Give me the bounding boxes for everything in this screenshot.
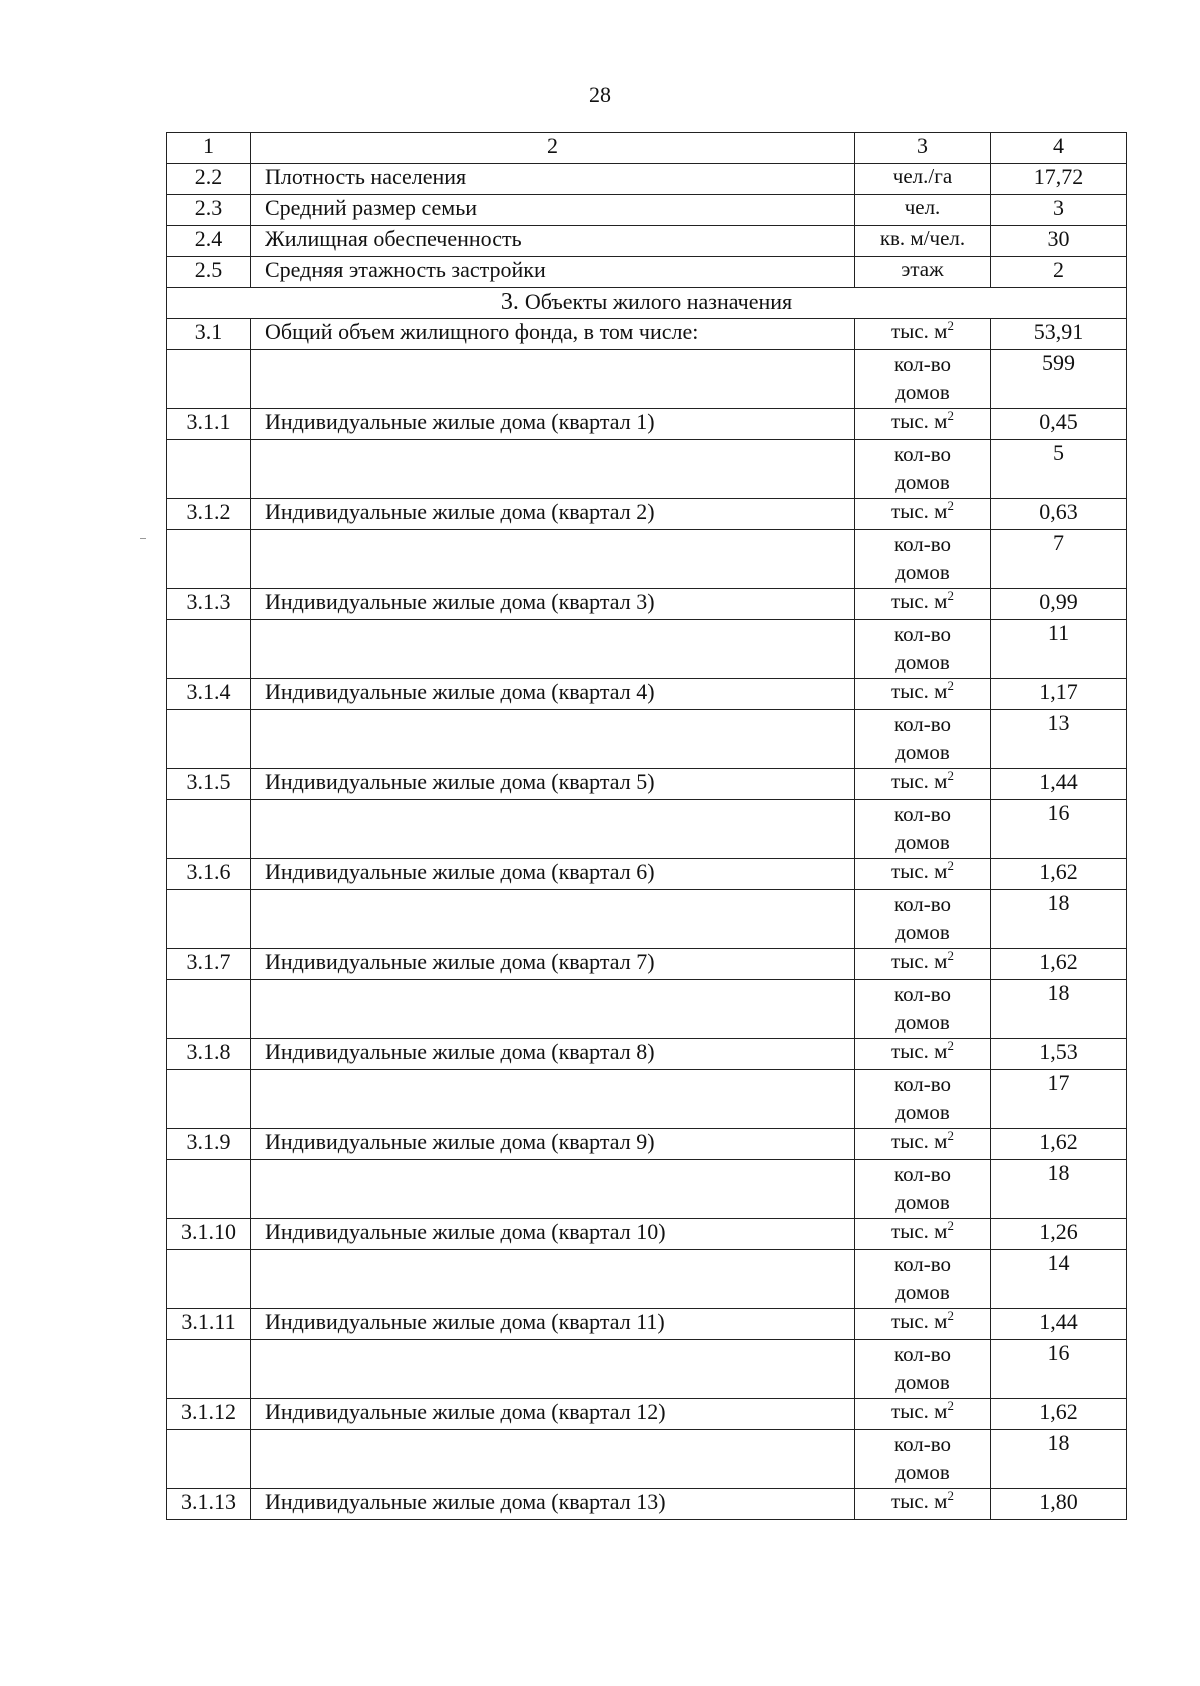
row-unit <box>855 1219 991 1250</box>
row-unit <box>855 800 991 859</box>
row-value: 1,62 <box>991 859 1127 890</box>
unit-area-superscript: 2 <box>947 1398 954 1413</box>
row-unit: этаж <box>855 257 991 288</box>
table-row <box>167 530 1127 589</box>
row-value: 30 <box>991 226 1127 257</box>
row-value: 13 <box>991 710 1127 769</box>
row-name: Индивидуальные жилые дома (квартал 8) <box>251 1039 855 1070</box>
row-name: Плотность населения <box>251 164 855 195</box>
unit-area-superscript: 2 <box>947 768 954 783</box>
row-number-empty <box>167 440 251 499</box>
unit-area-superscript: 2 <box>947 318 954 333</box>
table-row <box>167 769 1127 800</box>
row-value: 599 <box>991 350 1127 409</box>
unit-count-line1: кол-во <box>893 802 952 826</box>
row-unit <box>855 710 991 769</box>
row-unit <box>855 350 991 409</box>
table-row <box>167 1039 1127 1070</box>
row-unit <box>855 859 991 890</box>
row-name: Индивидуальные жилые дома (квартал 6) <box>251 859 855 890</box>
unit-count-line2: домов <box>895 1460 950 1484</box>
row-value: 18 <box>991 1430 1127 1489</box>
row-name: Индивидуальные жилые дома (квартал 11) <box>251 1309 855 1340</box>
row-unit <box>855 1129 991 1160</box>
row-number-empty <box>167 1070 251 1129</box>
indicators-table <box>166 132 1127 1520</box>
row-name: Индивидуальные жилые дома (квартал 10) <box>251 1219 855 1250</box>
row-name-empty <box>251 1250 855 1309</box>
table-row <box>167 350 1127 409</box>
row-number: 3.1.2 <box>167 499 251 530</box>
scan-artifact <box>140 538 146 539</box>
row-name: Индивидуальные жилые дома (квартал 4) <box>251 679 855 710</box>
unit-count-line1: кол-во <box>893 1072 952 1096</box>
table-row <box>167 1219 1127 1250</box>
row-number: 3.1.4 <box>167 679 251 710</box>
table-row <box>167 1129 1127 1160</box>
table-row <box>167 319 1127 350</box>
row-number-empty <box>167 1340 251 1399</box>
row-unit <box>855 949 991 980</box>
row-unit <box>855 890 991 949</box>
row-unit <box>855 1340 991 1399</box>
row-number: 2.3 <box>167 195 251 226</box>
row-unit <box>855 980 991 1039</box>
unit-area-superscript: 2 <box>947 858 954 873</box>
table-row <box>167 164 1127 195</box>
table-row <box>167 195 1127 226</box>
row-value: 14 <box>991 1250 1127 1309</box>
section-title: Объекты жилого назначения <box>524 289 793 314</box>
row-value: 2 <box>991 257 1127 288</box>
row-number: 3.1 <box>167 319 251 350</box>
row-number-empty <box>167 1250 251 1309</box>
row-unit <box>855 1160 991 1219</box>
row-unit <box>855 1250 991 1309</box>
unit-count-line1: кол-во <box>893 352 952 376</box>
unit-count-line2: домов <box>895 1190 950 1214</box>
row-value: 1,44 <box>991 1309 1127 1340</box>
table-row <box>167 226 1127 257</box>
row-unit <box>855 589 991 620</box>
row-value: 18 <box>991 890 1127 949</box>
table-row <box>167 1070 1127 1129</box>
table-row <box>167 890 1127 949</box>
row-number: 2.4 <box>167 226 251 257</box>
row-unit <box>855 679 991 710</box>
page-number: 28 <box>589 82 611 107</box>
row-number-empty <box>167 620 251 679</box>
row-unit: кв. м/чел. <box>855 226 991 257</box>
table-row <box>167 1489 1127 1520</box>
row-name-empty <box>251 800 855 859</box>
unit-count-line2: домов <box>895 560 950 584</box>
unit-area-superscript: 2 <box>947 498 954 513</box>
unit-area-text: тыс. м <box>891 769 948 793</box>
row-unit <box>855 1070 991 1129</box>
table-row <box>167 499 1127 530</box>
table-row <box>167 1430 1127 1489</box>
row-name: Индивидуальные жилые дома (квартал 3) <box>251 589 855 620</box>
row-unit <box>855 1399 991 1430</box>
row-number: 3.1.3 <box>167 589 251 620</box>
row-name: Средний размер семьи <box>251 195 855 226</box>
row-unit: чел. <box>855 195 991 226</box>
row-value: 1,17 <box>991 679 1127 710</box>
row-name: Средняя этажность застройки <box>251 257 855 288</box>
row-number-empty <box>167 530 251 589</box>
table-row <box>167 1160 1127 1219</box>
row-name-empty <box>251 440 855 499</box>
row-value: 1,62 <box>991 1129 1127 1160</box>
row-number-empty <box>167 800 251 859</box>
row-name: Индивидуальные жилые дома (квартал 1) <box>251 409 855 440</box>
row-value: 16 <box>991 1340 1127 1399</box>
table-row <box>167 980 1127 1039</box>
unit-count-line2: домов <box>895 1100 950 1124</box>
row-unit: чел./га <box>855 164 991 195</box>
unit-area-text: тыс. м <box>891 1129 948 1153</box>
table-row <box>167 589 1127 620</box>
table-row <box>167 679 1127 710</box>
row-unit <box>855 1430 991 1489</box>
unit-count-line2: домов <box>895 920 950 944</box>
unit-count-line1: кол-во <box>893 1162 952 1186</box>
row-number-empty <box>167 350 251 409</box>
row-value: 0,63 <box>991 499 1127 530</box>
row-value: 1,62 <box>991 949 1127 980</box>
row-name: Индивидуальные жилые дома (квартал 9) <box>251 1129 855 1160</box>
row-number: 3.1.7 <box>167 949 251 980</box>
unit-area-text: тыс. м <box>891 1399 948 1423</box>
row-value: 1,62 <box>991 1399 1127 1430</box>
row-name-empty <box>251 1340 855 1399</box>
unit-count-line2: домов <box>895 1010 950 1034</box>
row-unit <box>855 409 991 440</box>
row-value: 18 <box>991 980 1127 1039</box>
unit-area-text: тыс. м <box>891 499 948 523</box>
row-number: 3.1.9 <box>167 1129 251 1160</box>
unit-area-text: тыс. м <box>891 589 948 613</box>
row-name: Индивидуальные жилые дома (квартал 7) <box>251 949 855 980</box>
table-row <box>167 710 1127 769</box>
row-unit <box>855 499 991 530</box>
unit-count-line2: домов <box>895 380 950 404</box>
row-number-empty <box>167 890 251 949</box>
row-unit <box>855 620 991 679</box>
table-row <box>167 949 1127 980</box>
row-number-empty <box>167 1160 251 1219</box>
row-unit <box>855 1039 991 1070</box>
unit-count-line1: кол-во <box>893 892 952 916</box>
table-row <box>167 859 1127 890</box>
unit-count-line2: домов <box>895 1370 950 1394</box>
row-number: 3.1.1 <box>167 409 251 440</box>
row-value: 17,72 <box>991 164 1127 195</box>
unit-count-line1: кол-во <box>893 712 952 736</box>
row-name: Индивидуальные жилые дома (квартал 2) <box>251 499 855 530</box>
row-value: 18 <box>991 1160 1127 1219</box>
unit-count-line2: домов <box>895 470 950 494</box>
row-unit <box>855 440 991 499</box>
row-value: 5 <box>991 440 1127 499</box>
row-name-empty <box>251 530 855 589</box>
row-number: 3.1.5 <box>167 769 251 800</box>
row-name: Общий объем жилищного фонда, в том числе: <box>251 319 855 350</box>
table-row <box>167 1309 1127 1340</box>
unit-area-superscript: 2 <box>947 948 954 963</box>
table-row <box>167 620 1127 679</box>
row-unit <box>855 1309 991 1340</box>
row-value: 0,99 <box>991 589 1127 620</box>
row-number: 3.1.8 <box>167 1039 251 1070</box>
unit-area-superscript: 2 <box>947 588 954 603</box>
row-value: 1,80 <box>991 1489 1127 1520</box>
unit-count-line1: кол-во <box>893 1252 952 1276</box>
unit-count-line2: домов <box>895 1280 950 1304</box>
unit-area-text: тыс. м <box>891 1039 948 1063</box>
row-value: 1,26 <box>991 1219 1127 1250</box>
table-header-row <box>167 133 1127 164</box>
unit-area-text: тыс. м <box>891 409 948 433</box>
row-value: 11 <box>991 620 1127 679</box>
row-value: 1,44 <box>991 769 1127 800</box>
row-name: Жилищная обеспеченность <box>251 226 855 257</box>
row-number: 3.1.12 <box>167 1399 251 1430</box>
table-row <box>167 1250 1127 1309</box>
row-name-empty <box>251 980 855 1039</box>
unit-count-line1: кол-во <box>893 1342 952 1366</box>
unit-area-text: тыс. м <box>891 1309 948 1333</box>
row-value: 17 <box>991 1070 1127 1129</box>
unit-area-superscript: 2 <box>947 1308 954 1323</box>
row-name-empty <box>251 1070 855 1129</box>
row-value: 53,91 <box>991 319 1127 350</box>
unit-area-superscript: 2 <box>947 408 954 423</box>
row-value: 3 <box>991 195 1127 226</box>
unit-count-line2: домов <box>895 650 950 674</box>
unit-area-superscript: 2 <box>947 1488 954 1503</box>
unit-count-line1: кол-во <box>893 622 952 646</box>
table-row <box>167 409 1127 440</box>
row-value: 16 <box>991 800 1127 859</box>
unit-count-line1: кол-во <box>893 982 952 1006</box>
row-number: 2.2 <box>167 164 251 195</box>
unit-count-line1: кол-во <box>893 1432 952 1456</box>
section-heading <box>167 288 1127 319</box>
row-unit <box>855 1489 991 1520</box>
column-header: 4 <box>991 133 1127 164</box>
row-unit <box>855 319 991 350</box>
unit-count-line1: кол-во <box>893 442 952 466</box>
table-row <box>167 1399 1127 1430</box>
section-number: 3. <box>500 289 519 315</box>
unit-area-text: тыс. м <box>891 679 948 703</box>
row-name-empty <box>251 350 855 409</box>
unit-area-text: тыс. м <box>891 859 948 883</box>
section-row <box>167 288 1127 319</box>
unit-area-text: тыс. м <box>891 319 948 343</box>
unit-area-text: тыс. м <box>891 1219 948 1243</box>
unit-count-line2: домов <box>895 740 950 764</box>
unit-count-line1: кол-во <box>893 532 952 556</box>
row-number-empty <box>167 710 251 769</box>
row-value: 7 <box>991 530 1127 589</box>
row-name: Индивидуальные жилые дома (квартал 5) <box>251 769 855 800</box>
unit-area-superscript: 2 <box>947 1038 954 1053</box>
row-unit <box>855 769 991 800</box>
column-header: 1 <box>167 133 251 164</box>
row-number: 3.1.11 <box>167 1309 251 1340</box>
row-number-empty <box>167 980 251 1039</box>
table-row <box>167 800 1127 859</box>
table-row <box>167 440 1127 499</box>
row-name-empty <box>251 1160 855 1219</box>
row-number-empty <box>167 1430 251 1489</box>
row-value: 1,53 <box>991 1039 1127 1070</box>
row-name-empty <box>251 620 855 679</box>
row-unit <box>855 530 991 589</box>
table-row <box>167 257 1127 288</box>
table-row <box>167 1340 1127 1399</box>
row-name-empty <box>251 710 855 769</box>
unit-area-text: тыс. м <box>891 1489 948 1513</box>
unit-area-superscript: 2 <box>947 1128 954 1143</box>
row-name: Индивидуальные жилые дома (квартал 12) <box>251 1399 855 1430</box>
row-number: 2.5 <box>167 257 251 288</box>
row-name-empty <box>251 1430 855 1489</box>
row-number: 3.1.13 <box>167 1489 251 1520</box>
column-header: 3 <box>855 133 991 164</box>
row-name-empty <box>251 890 855 949</box>
unit-area-text: тыс. м <box>891 949 948 973</box>
column-header: 2 <box>251 133 855 164</box>
row-name: Индивидуальные жилые дома (квартал 13) <box>251 1489 855 1520</box>
unit-count-line2: домов <box>895 830 950 854</box>
unit-area-superscript: 2 <box>947 678 954 693</box>
unit-area-superscript: 2 <box>947 1218 954 1233</box>
row-number: 3.1.10 <box>167 1219 251 1250</box>
row-value: 0,45 <box>991 409 1127 440</box>
row-number: 3.1.6 <box>167 859 251 890</box>
